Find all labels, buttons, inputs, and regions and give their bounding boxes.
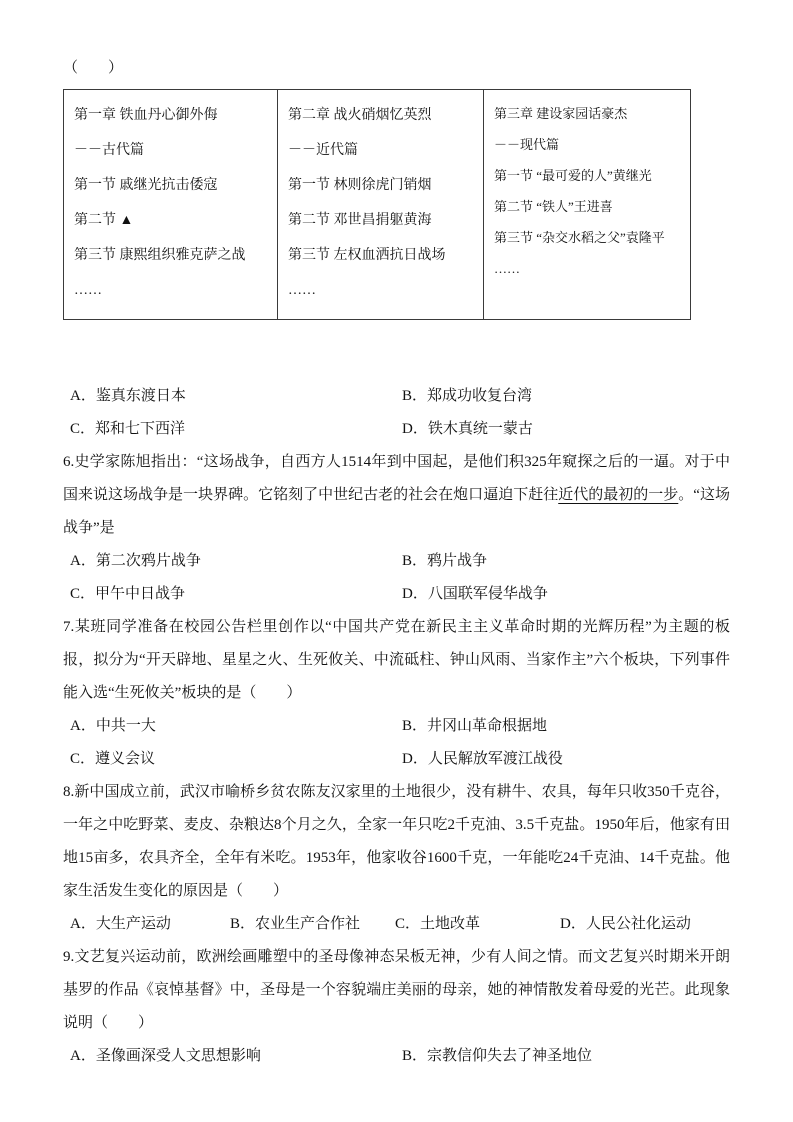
table-line: …… xyxy=(74,283,102,298)
question-6-option-c: C．甲午中日战争 xyxy=(70,586,186,602)
table-line: 第一节 “最可爱的人”黄继光 xyxy=(494,168,652,183)
question-7-option-b: B．井冈山革命根据地 xyxy=(402,718,548,734)
question-6-stem-text: 6.史学家陈旭指出：“这场战争，自西方人1514年到中国起，是他们积325年窥探之后的一逼。对于中国来说这场战争是一块界碑。它铭刻了中世纪古老的社会在炮口逼迫下赶往 xyxy=(63,454,730,503)
question-8-option-c: C．土地改革 xyxy=(395,916,481,932)
question-7-options xyxy=(63,710,730,776)
table-line: 第一节 戚继光抗击倭寇 xyxy=(74,178,218,193)
table-column-contemporary xyxy=(484,90,691,320)
question-6-stem-text-after: 。“这场战争”是 xyxy=(63,487,730,536)
question-6-option-a: A．第二次鸦片战争 xyxy=(70,553,201,569)
table-line: －－近代篇 xyxy=(288,143,358,158)
question-6-stem xyxy=(63,446,730,545)
question-8-options xyxy=(63,908,730,941)
table-line: 第三节 康熙组织雅克萨之战 xyxy=(74,248,246,263)
table-column-modern xyxy=(278,90,484,320)
table-line: 第二节 “铁人”王进喜 xyxy=(494,199,613,214)
question-5-options xyxy=(63,380,730,446)
table-line: 第三章 建设家园话豪杰 xyxy=(494,106,628,121)
question-7-option-d: D．人民解放军渡江战役 xyxy=(402,751,563,767)
question-5-option-d: D．铁木真统一蒙古 xyxy=(402,421,533,437)
table-row xyxy=(64,90,691,320)
question-9 xyxy=(63,941,730,1073)
question-7-option-a: A．中共一大 xyxy=(70,718,156,734)
question-7-option-c: C．遵义会议 xyxy=(70,751,156,767)
table-line: …… xyxy=(494,261,520,276)
question-5-option-c: C．郑和七下西洋 xyxy=(70,421,186,437)
question-8-stem: 8.新中国成立前，武汉市喻桥乡贫农陈友汉家里的土地很少，没有耕牛、农具，每年只收350千克谷，一年之中吃野菜、麦皮、杂粮达8个月之久，全家一年只吃2千克油、3.5千克盐。1950年后，他家有田地15亩多，农具齐全，全年有米吃。1953年，他家收谷1600千克，一年能吃24千克油、14千克盐。他家生活发生变化的原因是（ ） xyxy=(63,784,730,899)
table-line: …… xyxy=(288,283,316,298)
question-8-option-b: B．农业生产合作社 xyxy=(230,916,361,932)
question-5-option-a: A．鉴真东渡日本 xyxy=(70,388,186,404)
question-9-option-b: B．宗教信仰失去了神圣地位 xyxy=(402,1048,593,1064)
question-7-stem: 7.某班同学准备在校园公告栏里创作以“中国共产党在新民主主义革命时期的光辉历程”为主题的板报，拟分为“开天辟地、星星之火、生死攸关、中流砥柱、钟山风雨、当家作主”六个板块，下列事件能入选“生死攸关”板块的是（ ） xyxy=(63,619,730,701)
table-line: 第二节 邓世昌捐躯黄海 xyxy=(288,213,432,228)
table-line: －－现代篇 xyxy=(494,137,560,152)
table-line: 第三节 左权血洒抗日战场 xyxy=(288,248,446,263)
question-6 xyxy=(63,446,730,611)
question-8-option-d: D．人民公社化运动 xyxy=(560,916,691,932)
table-line: 第二节 ▲ xyxy=(74,213,134,228)
table-line: 第三节 “杂交水稻之父”袁隆平 xyxy=(494,230,665,245)
table-line: 第一章 铁血丹心御外侮 xyxy=(74,108,218,123)
question-6-option-d: D．八国联军侵华战争 xyxy=(402,586,548,602)
table-column-ancient xyxy=(64,90,278,320)
question-9-stem: 9.文艺复兴运动前，欧洲绘画雕塑中的圣母像神态呆板无神，少有人间之情。而文艺复兴时期米开朗基罗的作品《哀悼基督》中，圣母是一个容貌端庄美丽的母亲，她的神情散发着母爱的光芒。此现象说明（ ） xyxy=(63,949,730,1031)
question-5-option-b: B．郑成功收复台湾 xyxy=(402,388,533,404)
question-6-options xyxy=(63,545,730,611)
question-6-option-b: B．鸦片战争 xyxy=(402,553,488,569)
question-9-option-a: A．圣像画深受人文思想影响 xyxy=(70,1048,261,1064)
question-8-option-a: A．大生产运动 xyxy=(70,916,171,932)
question-7 xyxy=(63,611,730,776)
chapter-outline-table xyxy=(63,89,691,320)
question-8 xyxy=(63,776,730,941)
table-line: 第一节 林则徐虎门销烟 xyxy=(288,178,432,193)
question-9-options xyxy=(63,1040,730,1073)
table-line: 第二章 战火硝烟忆英烈 xyxy=(288,108,432,123)
question-6-underlined-text: 近代的最初的一步 xyxy=(558,487,679,503)
table-line: －－古代篇 xyxy=(74,143,144,158)
answer-blank-parentheses: （ ） xyxy=(63,60,124,76)
